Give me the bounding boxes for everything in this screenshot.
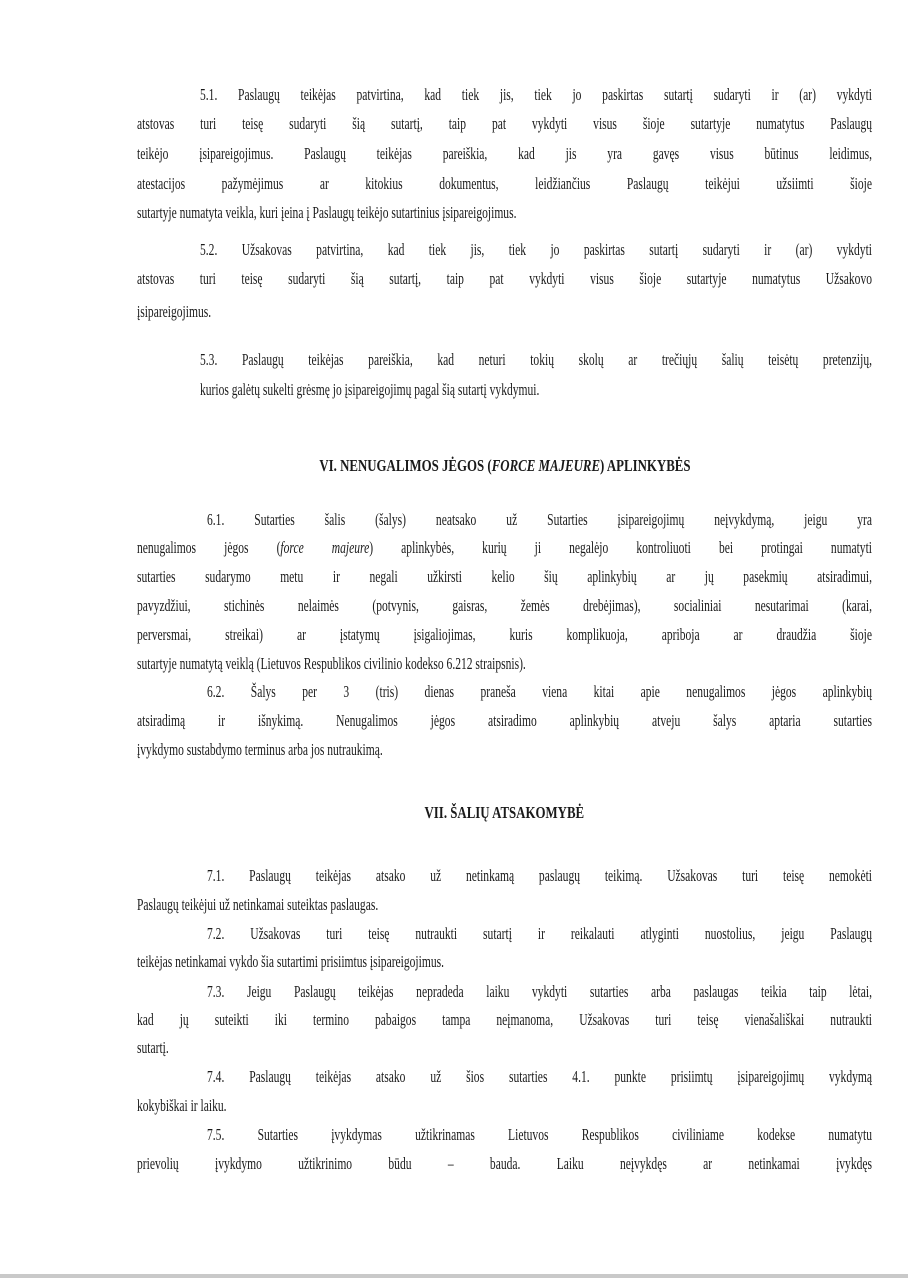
text-segment: atestacijos pažymėjimus ar kitokius dokumentus, leidžiančius Paslaugų teikėjui užsiimti šioje	[137, 174, 872, 193]
text-segment: 6.2. Šalys per 3 (tris) dienas praneša viena kitai apie nenugalimos jėgos aplinkybių	[207, 682, 872, 701]
text-segment: 5.3. Paslaugų teikėjas pareiškia, kad neturi tokių skolų ar trečiųjų šalių teisėtų pretenzijų,	[200, 350, 872, 369]
clause-line	[207, 982, 872, 1002]
clause-line	[137, 114, 872, 134]
section-heading-vii	[137, 803, 872, 823]
clause-line	[137, 1010, 872, 1030]
text-segment: 5.1. Paslaugų teikėjas patvirtina, kad tiek jis, tiek jo paskirtas sutartį sudaryti ir (ar) vykdyti	[200, 85, 872, 104]
clause-line	[200, 380, 872, 400]
text-segment: teikėjas netinkamai vykdo šia sutartimi prisiimtus įsipareigojimus.	[137, 952, 445, 971]
text-segment: 6.1. Sutarties šalis (šalys) neatsako už Sutarties įsipareigojimų neįvykdymą, jeigu yra	[207, 510, 872, 529]
page-bottom-edge	[0, 1274, 908, 1278]
clause-line	[207, 1067, 872, 1087]
text-segment: ) aplinkybės, kurių ji negalėjo kontroliuoti bei protingai numatyti	[369, 538, 872, 557]
text-segment: 7.5. Sutarties įvykdymas užtikrinamas Lietuvos Respublikos civiliniame kodekse numatytu	[207, 1125, 872, 1144]
section-heading-vi	[137, 456, 872, 476]
text-segment: 7.3. Jeigu Paslaugų teikėjas nepradeda laiku vykdyti sutarties arba paslaugas teikia taip lėtai,	[207, 982, 872, 1001]
text-segment: 7.4. Paslaugų teikėjas atsako už šios sutarties 4.1. punkte prisiimtų įsipareigojimų vykdymą	[207, 1067, 872, 1086]
text-segment: prievolių įvykdymo užtikrinimo būdu – bauda. Laiku neįvykdęs ar netinkamai įvykdęs	[137, 1154, 872, 1173]
clause-line	[137, 654, 872, 674]
clause-line	[137, 740, 872, 760]
clause-line	[200, 350, 872, 370]
clause-line	[137, 625, 872, 645]
text-segment: VI. NENUGALIMOS JĖGOS (	[318, 456, 492, 475]
text-segment: sutarties sudarymo metu ir negali užkirsti kelio šių aplinkybių ar jų pasekmių atsiradimui,	[137, 567, 872, 586]
text-segment: Paslaugų teikėjui už netinkamai suteiktas paslaugas.	[137, 895, 379, 914]
clause-line	[137, 1096, 872, 1116]
text-segment: kurios galėtų sukelti grėsmę jo įsipareigojimų pagal šią sutartį vykdymui.	[200, 380, 540, 399]
text-segment: sutartį.	[137, 1038, 169, 1057]
text-segment: įsipareigojimus.	[137, 302, 212, 321]
text-segment: įvykdymo sustabdymo terminus arba jos nutraukimą.	[137, 740, 383, 759]
clause-line	[207, 866, 872, 886]
clause-line	[137, 538, 872, 558]
text-segment: nenugalimos jėgos (	[137, 538, 281, 557]
italic-text: FORCE MAJEURE	[491, 456, 600, 475]
text-segment: 7.2. Užsakovas turi teisę nutraukti sutartį ir reikalauti atlyginti nuostolius, jeigu Paslaugų	[207, 924, 872, 943]
text-segment: atstovas turi teisę sudaryti šią sutartį, taip pat vykdyti visus šioje sutartyje numatytus Užsakovo	[137, 269, 872, 288]
text-segment: sutartyje numatytą veiklą (Lietuvos Respublikos civilinio kodekso 6.212 straipsnis).	[137, 654, 526, 673]
clause-line	[200, 240, 872, 260]
text-segment: ) APLINKYBĖS	[599, 456, 691, 475]
clause-line	[137, 952, 872, 972]
text-segment: kad jų suteikti iki termino pabaigos tampa neįmanoma, Užsakovas turi teisę vienašališkai nutraukti	[137, 1010, 872, 1029]
text-segment: perversmai, streikai) ar įstatymų įsigaliojimas, kuris komplikuoja, apriboja ar draudžia šioje	[137, 625, 872, 644]
text-segment: 7.1. Paslaugų teikėjas atsako už netinkamą paslaugų teikimą. Užsakovas turi teisę nemokėti	[207, 866, 872, 885]
clause-line	[137, 711, 872, 731]
text-segment: atstovas turi teisę sudaryti šią sutartį, taip pat vykdyti visus šioje sutartyje numatytus Paslaugų	[137, 114, 872, 133]
clause-line	[137, 203, 872, 223]
text-segment: VII. ŠALIŲ ATSAKOMYBĖ	[424, 803, 585, 822]
clause-line	[207, 924, 872, 944]
clause-line	[137, 1038, 872, 1058]
text-segment: kokybiškai ir laiku.	[137, 1096, 227, 1115]
clause-line	[137, 895, 872, 915]
clause-line	[137, 596, 872, 616]
clause-line	[207, 1125, 872, 1145]
heading-text	[319, 456, 690, 476]
clause-line	[137, 567, 872, 587]
heading-text	[425, 803, 585, 823]
clause-line	[137, 144, 872, 164]
text-segment: atsiradimą ir išnykimą. Nenugalimos jėgos atsiradimo aplinkybių atveju šalys aptaria sutarties	[137, 711, 872, 730]
italic-text: force majeure	[280, 538, 370, 557]
clause-line	[137, 269, 872, 289]
clause-line	[137, 1154, 872, 1174]
clause-line	[137, 302, 872, 322]
text-segment: pavyzdžiui, stichinės nelaimės (potvynis, gaisras, žemės drebėjimas), socialiniai nesutarimai (karai,	[137, 596, 872, 615]
clause-line	[207, 510, 872, 530]
clause-line	[207, 682, 872, 702]
text-segment: 5.2. Užsakovas patvirtina, kad tiek jis, tiek jo paskirtas sutartį sudaryti ir (ar) vykdyti	[200, 240, 872, 259]
clause-line	[137, 174, 872, 194]
text-segment: sutartyje numatyta veikla, kuri įeina į Paslaugų teikėjo sutartinius įsipareigojimus.	[137, 203, 517, 222]
text-segment: teikėjo įsipareigojimus. Paslaugų teikėjas pareiškia, kad jis yra gavęs visus būtinus leidimus,	[137, 144, 872, 163]
clause-line	[200, 85, 872, 105]
